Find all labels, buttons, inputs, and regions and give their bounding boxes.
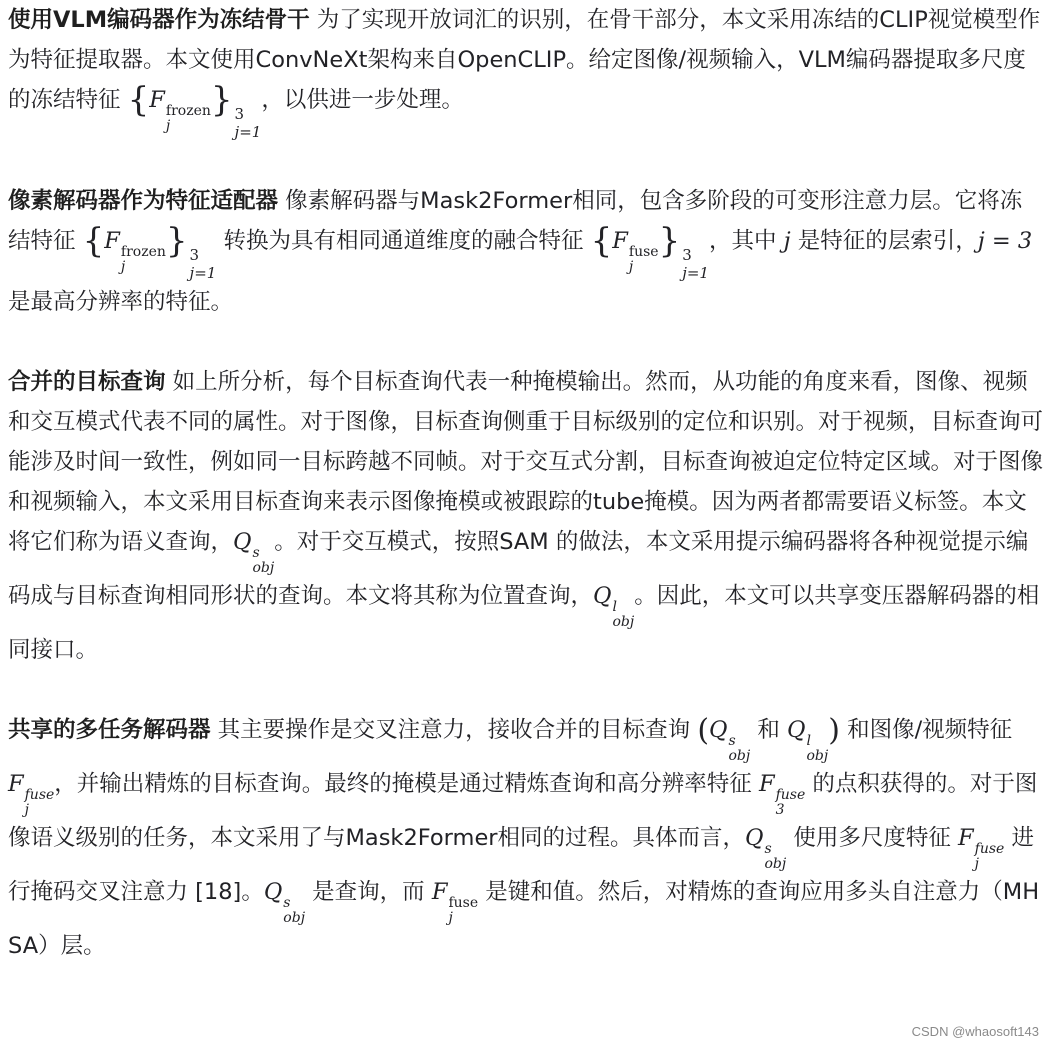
paragraph-text: 和图像/视频特征 [839,717,1013,743]
paragraph-text: ，以供进一步处理。 [261,87,464,113]
math-merged-queries: (Q s obj [697,713,751,764]
math-fuse-feature-3: F fuse 3 [758,771,806,818]
paragraph-text: 是查询，而 [305,879,432,905]
paragraph-text: 为了实现开放词汇的识别，在骨干部分，本文采用冻结的CLIP视觉模型作为特征提取器。本文使用ConvNeXt架构来自OpenCLIP。给定图像/视频输入，VLM编码器提取多尺度的冻结特征 [8,7,1041,113]
math-location-query: Q l obj [593,583,635,630]
paragraph-text: 。因此，本文可以共享变压器解码器的相同接口。 [8,583,1040,663]
math-j-equals-3: j = 3 [977,228,1033,254]
article-body [8,0,1044,966]
paragraph-text: 。对于交互模式，按照SAM 的做法，本文采用提示编码器将各种视觉提示编码成与目标查询相同形状的查询。本文将其称为位置查询， [8,529,1029,609]
paragraph-text: 进行掩码交叉注意力 [18]。 [8,825,1034,905]
paragraph-text: 的点积获得的。对于图像语义级别的任务，本文采用了与Mask2Former相同的过程。具体而言， [8,771,1038,851]
paragraph-text: 和 [750,717,788,743]
paragraph-text: 是键和值。然后，对精炼的查询应用多头自注意力（MHSA）层。 [8,879,1040,959]
math-fuse-feature-upright: F fuse j [431,879,479,926]
section-heading-pixel-decoder: 像素解码器作为特征适配器 [8,188,279,214]
math-semantic-query: Q s obj [745,825,787,872]
paragraph-object-query [8,362,1044,670]
paragraph-text: ，并输出精炼的目标查询。最终的掩模是通过精炼查询和高分辨率特征 [54,771,759,797]
paragraph-text: 转换为具有相同通道维度的融合特征 [216,228,591,254]
paragraph-text: 是最高分辨率的特征。 [8,289,234,315]
watermark: CSDN @whaosoft143 [911,1024,1039,1039]
paragraph-text: 其主要操作是交叉注意力，接收合并的目标查询 [210,717,698,743]
math-frozen-feature-set: {F frozen j } 3 j=1 [127,80,262,141]
section-heading-vlm-encoder: 使用VLM编码器作为冻结骨干 [8,7,310,33]
section-heading-shared-decoder: 共享的多任务解码器 [8,717,211,743]
math-semantic-query: Q s obj [263,879,306,926]
paragraph-text: 像素解码器与Mask2Former相同，包含多阶段的可变形注意力层。它将冻结特征 [8,188,1023,254]
paragraph-pixel-decoder [8,181,1044,322]
math-j: j [783,228,791,254]
paragraph-shared-decoder [8,710,1044,966]
math-fuse-feature: F fuse j [958,825,1005,872]
math-fuse-feature: F fuse j [8,771,55,818]
math-location-query: Q l obj ) [787,713,840,764]
paragraph-text: 是特征的层索引， [790,228,978,254]
paragraph-text: 如上所分析，每个目标查询代表一种掩模输出。然而，从功能的角度来看，图像、视频和交互模式代表不同的属性。对于图像，目标查询侧重于目标级别的定位和识别。对于视频，目标查询可能涉及时间一致性，例如同一目标跨越不同帧。对于交互式分割，目标查询被迫定位特定区域。对于图像和视频输入，本文采用目标查询来表示图像掩模或被跟踪的tube掩模。因为两者都需要语义标签。本文将它们称为语义查询， [8,369,1044,555]
paragraph-text: 使用多尺度特征 [786,825,959,851]
paragraph-text: ，其中 [708,228,784,254]
math-semantic-query: Q s obj [233,529,275,576]
section-heading-object-query: 合并的目标查询 [8,369,166,395]
math-fuse-feature-set: {F fuse j } 3 j=1 [590,221,709,282]
math-frozen-feature-set: {F frozen j } 3 j=1 [82,221,217,282]
paragraph-vlm-encoder [8,0,1044,141]
